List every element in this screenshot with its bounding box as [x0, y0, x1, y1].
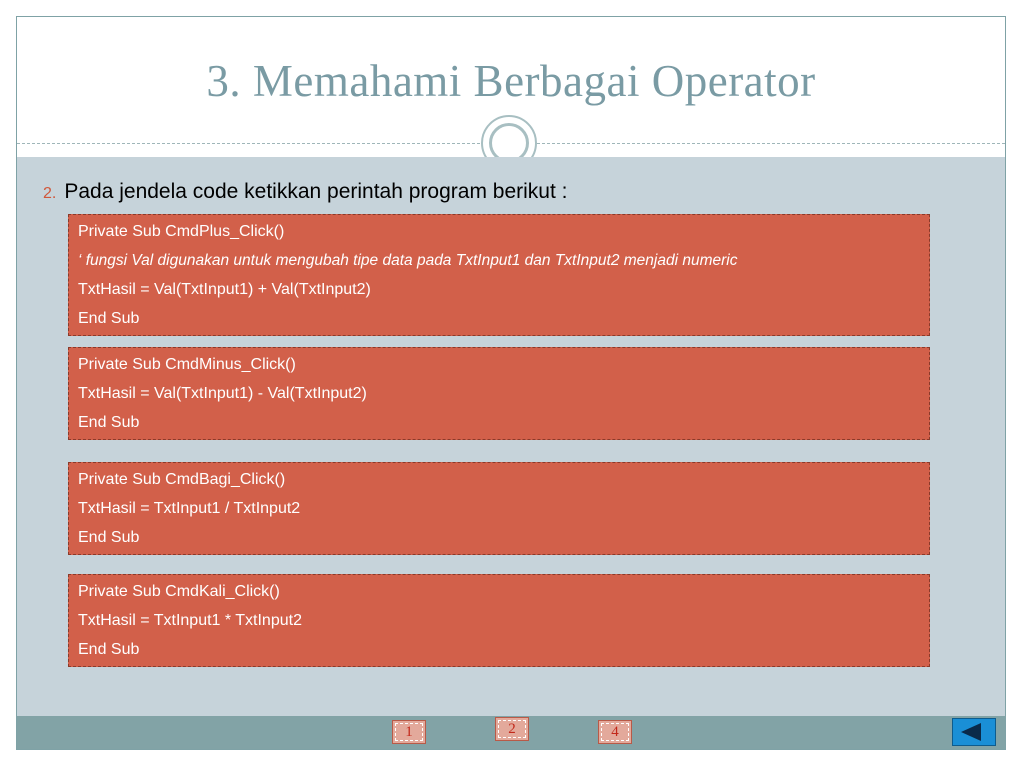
- code-line: End Sub: [78, 529, 140, 546]
- code-line: End Sub: [78, 641, 140, 658]
- code-line: TxtHasil = TxtInput1 / TxtInput2: [78, 500, 301, 517]
- slide-title: 3. Memahami Berbagai Operator: [206, 56, 816, 106]
- bullet-item: [43, 180, 567, 204]
- left-triangle-arrow-icon: [961, 723, 981, 741]
- code-block-bagi: [68, 462, 930, 555]
- slide-frame: [16, 16, 1006, 750]
- code-block-plus: [68, 214, 930, 336]
- code-line: End Sub: [78, 414, 140, 431]
- code-line: End Sub: [78, 310, 140, 327]
- page-button-4[interactable]: 4: [598, 720, 632, 744]
- bullet-number: 2.: [43, 185, 57, 202]
- code-line: Private Sub CmdBagi_Click(): [78, 471, 286, 488]
- code-block-minus: [68, 347, 930, 440]
- code-line: TxtHasil = Val(TxtInput1) + Val(TxtInput2): [78, 281, 371, 298]
- code-line: Private Sub CmdKali_Click(): [78, 583, 280, 600]
- bullet-text: Pada jendela code ketikkan perintah program berikut :: [64, 180, 568, 203]
- page-button-1[interactable]: 1: [392, 720, 426, 744]
- code-line: Private Sub CmdMinus_Click(): [78, 356, 296, 373]
- code-block-kali: [68, 574, 930, 667]
- content-area: [17, 157, 1005, 716]
- back-button[interactable]: [952, 718, 996, 746]
- code-comment: ‘ fungsi Val digunakan untuk mengubah tipe data pada TxtInput1 dan TxtInput2 menjadi numeric: [78, 252, 738, 269]
- code-line: Private Sub CmdPlus_Click(): [78, 223, 285, 240]
- page-button-2[interactable]: 2: [495, 717, 529, 741]
- code-line: TxtHasil = Val(TxtInput1) - Val(TxtInput2): [78, 385, 367, 402]
- code-line: TxtHasil = TxtInput1 * TxtInput2: [78, 612, 302, 629]
